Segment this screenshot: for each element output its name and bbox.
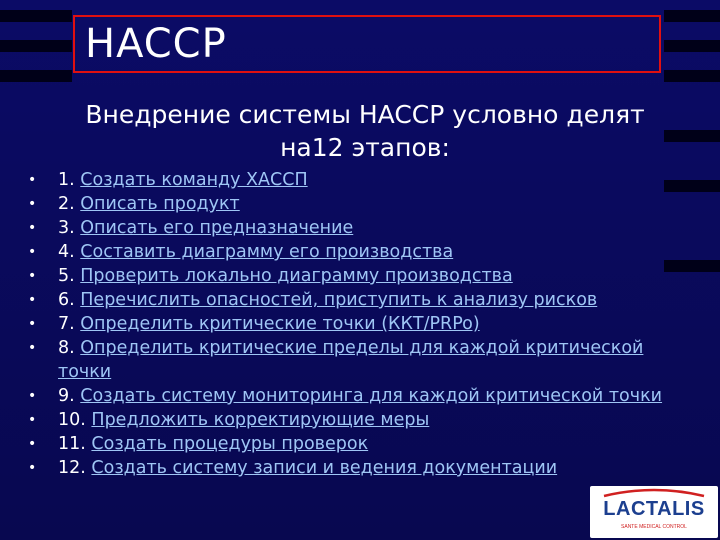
bullet-icon: • (28, 436, 37, 452)
logo-tagline: SANTE MEDICAL CONTROL (621, 524, 687, 530)
list-item (28, 456, 718, 480)
list-item (28, 192, 718, 216)
bullet-icon: • (28, 340, 37, 356)
bullet-icon: • (28, 460, 37, 476)
step-number: 7. (58, 314, 81, 334)
list-item (28, 408, 718, 432)
bullet-icon: • (28, 316, 37, 332)
step-number: 8. (58, 338, 81, 358)
list-item (28, 264, 718, 288)
step-link[interactable]: Определить критические пределы для каждой критической (80, 338, 644, 358)
list-item (28, 168, 718, 192)
step-number: 9. (58, 386, 81, 406)
step-link[interactable]: Проверить локально диаграмму производства (80, 266, 513, 286)
bullet-icon: • (28, 268, 37, 284)
step-number: 6. (58, 290, 81, 310)
decor-stripe (0, 10, 72, 22)
slide-title: HACCP (85, 21, 227, 67)
step-number: 11. (58, 434, 92, 454)
step-number: 3. (58, 218, 81, 238)
step-link[interactable]: Определить критические точки (ККТ/PRPo) (80, 314, 480, 334)
decor-stripe (664, 40, 720, 52)
decor-stripe (664, 70, 720, 82)
decor-stripe (0, 70, 72, 82)
list-item (28, 240, 718, 264)
step-number: 2. (58, 194, 81, 214)
bullet-icon: • (28, 388, 37, 404)
logo-name: LACTALIS (603, 498, 705, 520)
step-link[interactable]: Предложить корректирующие меры (91, 410, 430, 430)
step-link[interactable]: Создать процедуры проверок (91, 434, 369, 454)
lactalis-logo (590, 486, 718, 538)
list-item (28, 432, 718, 456)
bullet-icon: • (28, 412, 37, 428)
list-item (28, 312, 718, 336)
subtitle-line: на12 этапов: (280, 133, 450, 162)
step-number: 4. (58, 242, 81, 262)
step-number: 12. (58, 458, 92, 478)
step-number: 1. (58, 170, 81, 190)
decor-stripe (0, 40, 72, 52)
step-link[interactable]: Составить диаграмму его производства (80, 242, 454, 262)
step-link[interactable]: Описать его предназначение (80, 218, 354, 238)
step-number: 10. (58, 410, 92, 430)
bullet-icon: • (28, 244, 37, 260)
slide-subtitle (70, 98, 660, 164)
step-link[interactable]: Создать команду ХАССП (80, 170, 308, 190)
step-number: 5. (58, 266, 81, 286)
bullet-icon: • (28, 220, 37, 236)
step-link[interactable]: Создать систему мониторинга для каждой критической точки (80, 386, 663, 406)
decor-stripe (664, 10, 720, 22)
bullet-icon: • (28, 196, 37, 212)
step-link-continuation[interactable]: точки (58, 362, 112, 382)
step-link[interactable]: Создать систему записи и ведения документации (91, 458, 558, 478)
list-item (28, 384, 718, 408)
title-box (73, 15, 661, 73)
list-item (28, 216, 718, 240)
list-item (28, 336, 718, 384)
step-link[interactable]: Перечислить опасностей, приступить к анализу рисков (80, 290, 598, 310)
bullet-icon: • (28, 292, 37, 308)
steps-list (28, 168, 718, 480)
subtitle-line: Внедрение системы HACCP условно делят (85, 100, 645, 129)
step-link[interactable]: Описать продукт (80, 194, 240, 214)
bullet-icon: • (28, 172, 37, 188)
list-item (28, 288, 718, 312)
decor-stripe (664, 130, 720, 142)
